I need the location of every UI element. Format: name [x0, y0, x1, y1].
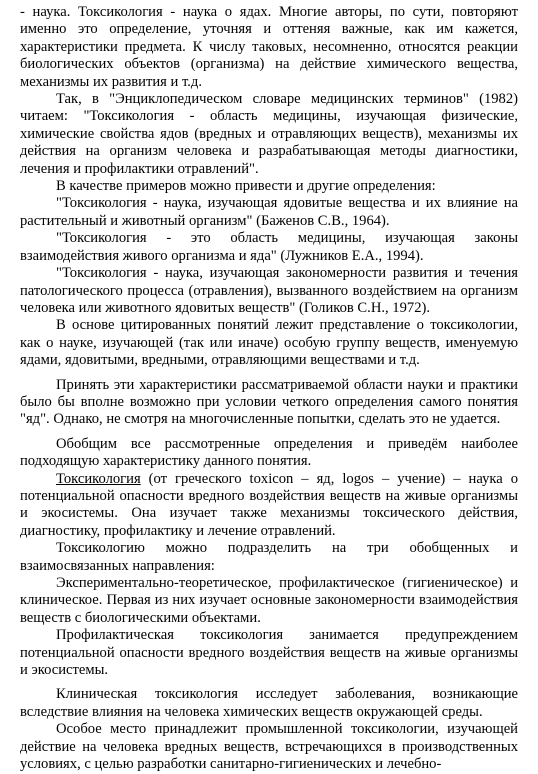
paragraph-encyclopedia-definition: Так, в "Энциклопедическом словаре медицинских терминов" (1982) читаем: "Токсикология - область медицины, изучающая физические, химические свойства ядов (вредных и отравляющих веществ), механизмы их действия на организм человека и разрабатывающая методы диагностики, лечения и профилактики отравлений". — [20, 91, 518, 177]
paragraph-intro: - наука. Токсикология - наука о ядах. Многие авторы, по сути, повторяют именно это определение, уточняя и оттеняя важные, как им кажется, характеристики предмета. К числу таковых, несомненно, относятся реакции биологических объектов (организма) на действие химического вещества, механизмы их развития и т.д. — [20, 4, 518, 90]
paragraph-industrial-toxicology: Особое место принадлежит промышленной токсикологии, изучающей действие на человека вредных веществ, встречающихся в производственных условиях, с целью разработки санитарно-гигиенических и лечебно- — [20, 721, 518, 773]
paragraph-main-definition — [20, 471, 518, 541]
paragraph-poison-concept: Принять эти характеристики рассматриваемой области науки и практики было бы вполне возможно при условии четкого определения самого понятия "яд". Однако, не смотря на многочисленные попытки, сделать это не удается. — [20, 376, 518, 428]
paragraph-preventive-toxicology: Профилактическая токсикология занимается предупреждением потенциальной опасности вредного воздействия веществ на живые организмы и экосистемы. — [20, 627, 518, 679]
term-toxicology: Токсикология — [56, 470, 141, 487]
paragraph-summary-lead: Обобщим все рассмотренные определения и приведём наиболее подходящую характеристику данного понятия. — [20, 435, 518, 470]
paragraph-definition-golikov: "Токсикология - наука, изучающая закономерности развития и течения патологического процесса (отравления), вызванного воздействием на организм человека или животного ядовитых веществ" (Голиков С.Н., 1972). — [20, 265, 518, 316]
main-definition-text: (от греческого toxicon – яд, logos – учение) – наука о потенциальной опасности вредного воздействия веществ на живые организмы и экосистемы. Она изучает также механизмы токсического действия, диагностику, профилактику и лечение отравлений. — [20, 470, 518, 539]
paragraph-directions-list: Экспериментально-теоретическое, профилактическое (гигиеническое) и клиническое. Первая из них изучает основные закономерности взаимодействия веществ с биологическими объектами. — [20, 575, 518, 626]
paragraph-definition-bazhenov: "Токсикология - наука, изучающая ядовитые вещества и их влияние на растительный и животный организм" (Баженов С.В., 1964). — [20, 195, 518, 229]
paragraph-definition-luzhnikov: "Токсикология - это область медицины, изучающая законы взаимодействия живого организма и яда" (Лужников Е.А., 1994). — [20, 230, 518, 264]
paragraph-examples-lead: В качестве примеров можно привести и другие определения: — [56, 178, 436, 195]
paragraph-directions-lead: Токсикологию можно подразделить на три обобщенных и взаимосвязанных направления: — [20, 540, 518, 574]
paragraph-basis-of-concepts: В основе цитированных понятий лежит представление о токсикологии, как о науке, изучающей (так или иначе) особую группу веществ, именуемую ядами, ядовитыми, вредными, отравляющими веществами и т.д. — [20, 317, 518, 369]
paragraph-clinical-toxicology: Клиническая токсикология исследует заболевания, возникающие вследствие влияния на человека химических веществ окружающей среды. — [20, 686, 518, 720]
